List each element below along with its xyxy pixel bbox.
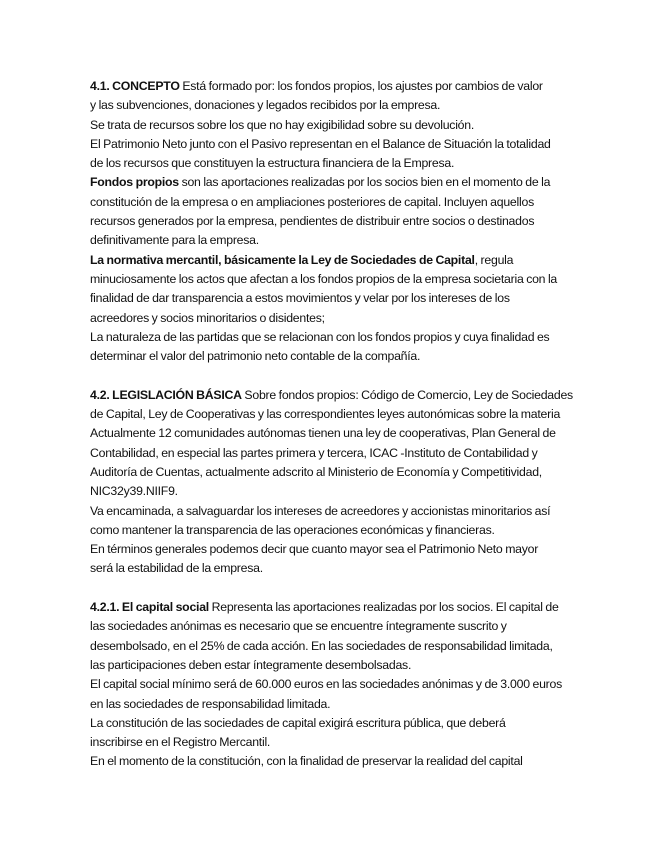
text-run: Está formado por: los fondos propios, los ajustes por cambios de valor: [179, 79, 543, 93]
bold-term-fondos-propios: Fondos propios: [90, 175, 179, 190]
text-run: Representa las aportaciones realizadas por los socios. El capital de: [208, 600, 559, 615]
paragraph-line: acreedores y socios minoritarios o disidentes;: [90, 310, 325, 325]
paragraph-line: Actualmente 12 comunidades autónomas tienen una ley de cooperativas, Plan General de: [90, 426, 556, 441]
paragraph-line: constitución de la empresa o en ampliaciones posteriores de capital. Incluyen aquellos: [90, 194, 534, 209]
document-page: [90, 77, 573, 772]
paragraph-line: como mantener la transparencia de las operaciones económicas y financieras.: [90, 522, 495, 537]
paragraph-line: [90, 598, 568, 617]
paragraph-line: las participaciones deben estar íntegramente desembolsadas.: [90, 657, 412, 672]
paragraph-line: [90, 77, 568, 96]
paragraph-line: determinar el valor del patrimonio neto contable de la compañía.: [90, 349, 421, 364]
paragraph-line: definitivamente para la empresa.: [90, 233, 259, 248]
paragraph-line: minuciosamente los actos que afectan a los fondos propios de la empresa societaria con la: [90, 271, 558, 286]
text-run: , regula: [474, 252, 514, 267]
paragraph-line: Va encaminada, a salvaguardar los intereses de acreedores y accionistas minoritarios así: [90, 503, 551, 518]
paragraph-spacer: [90, 579, 568, 598]
paragraph-line: En términos generales podemos decir que cuanto mayor sea el Patrimonio Neto mayor: [90, 542, 539, 557]
paragraph-line: [90, 173, 568, 192]
paragraph-line: desembolsado, en el 25% de cada acción. En las sociedades de responsabilidad limitada,: [90, 638, 553, 653]
paragraph-line: La constitución de las sociedades de capital exigirá escritura pública, que deberá: [90, 715, 506, 730]
paragraph-line: finalidad de dar transparencia a estos movimientos y velar por los intereses de los: [90, 291, 510, 306]
paragraph-line: [90, 386, 573, 405]
paragraph-line: Auditoría de Cuentas, actualmente adscrito al Ministerio de Economía y Competitividad,: [90, 464, 542, 479]
bold-term-normativa: La normativa mercantil, básicamente la Ley de Sociedades de Capital: [90, 252, 475, 267]
paragraph-line: de los recursos que constituyen la estructura financiera de la Empresa.: [90, 156, 455, 171]
paragraph-line: será la estabilidad de la empresa.: [90, 561, 263, 576]
paragraph-line: El Patrimonio Neto junto con el Pasivo representan en el Balance de Situación la totalidad: [90, 136, 551, 151]
paragraph-line: recursos generados por la empresa, pendientes de distribuir entre socios o destinados: [90, 214, 535, 229]
paragraph-line: de Capital, Ley de Cooperativas y las correspondientes leyes autonómicas sobre la materia: [90, 407, 561, 422]
paragraph-line: En el momento de la constitución, con la finalidad de preservar la realidad del capital: [90, 754, 523, 769]
paragraph-line: y las subvenciones, donaciones y legados recibidos por la empresa.: [90, 98, 441, 113]
paragraph-line: en las sociedades de responsabilidad limitada.: [90, 696, 331, 711]
text-run: Sobre fondos propios: Código de Comercio, Ley de Sociedades: [241, 387, 573, 402]
paragraph-line: Contabilidad, en especial las partes primera y tercera, ICAC -Instituto de Contabilidad y: [90, 445, 538, 460]
text-run: son las aportaciones realizadas por los socios bien en el momento de la: [178, 175, 551, 190]
paragraph-line: inscribirse en el Registro Mercantil.: [90, 735, 271, 750]
paragraph-line: Se trata de recursos sobre los que no hay exigibilidad sobre su devolución.: [90, 117, 475, 132]
paragraph-line: La naturaleza de las partidas que se relacionan con los fondos propios y cuya finalidad es: [90, 329, 550, 344]
paragraph-line: El capital social mínimo será de 60.000 euros en las sociedades anónimas y de 3.000 euros: [90, 677, 562, 692]
section-heading-legislacion: 4.2. LEGISLACIÓN BÁSICA: [90, 387, 242, 402]
paragraph-line: las sociedades anónimas es necesario que se encuentre íntegramente suscrito y: [90, 619, 507, 634]
paragraph-spacer: [90, 366, 568, 385]
section-heading-capital-social: 4.2.1. El capital social: [90, 600, 209, 615]
paragraph-line: [90, 251, 568, 270]
paragraph-line: NIC32y39.NIIF9.: [90, 484, 178, 499]
section-heading-concepto: 4.1. CONCEPTO: [90, 79, 180, 93]
